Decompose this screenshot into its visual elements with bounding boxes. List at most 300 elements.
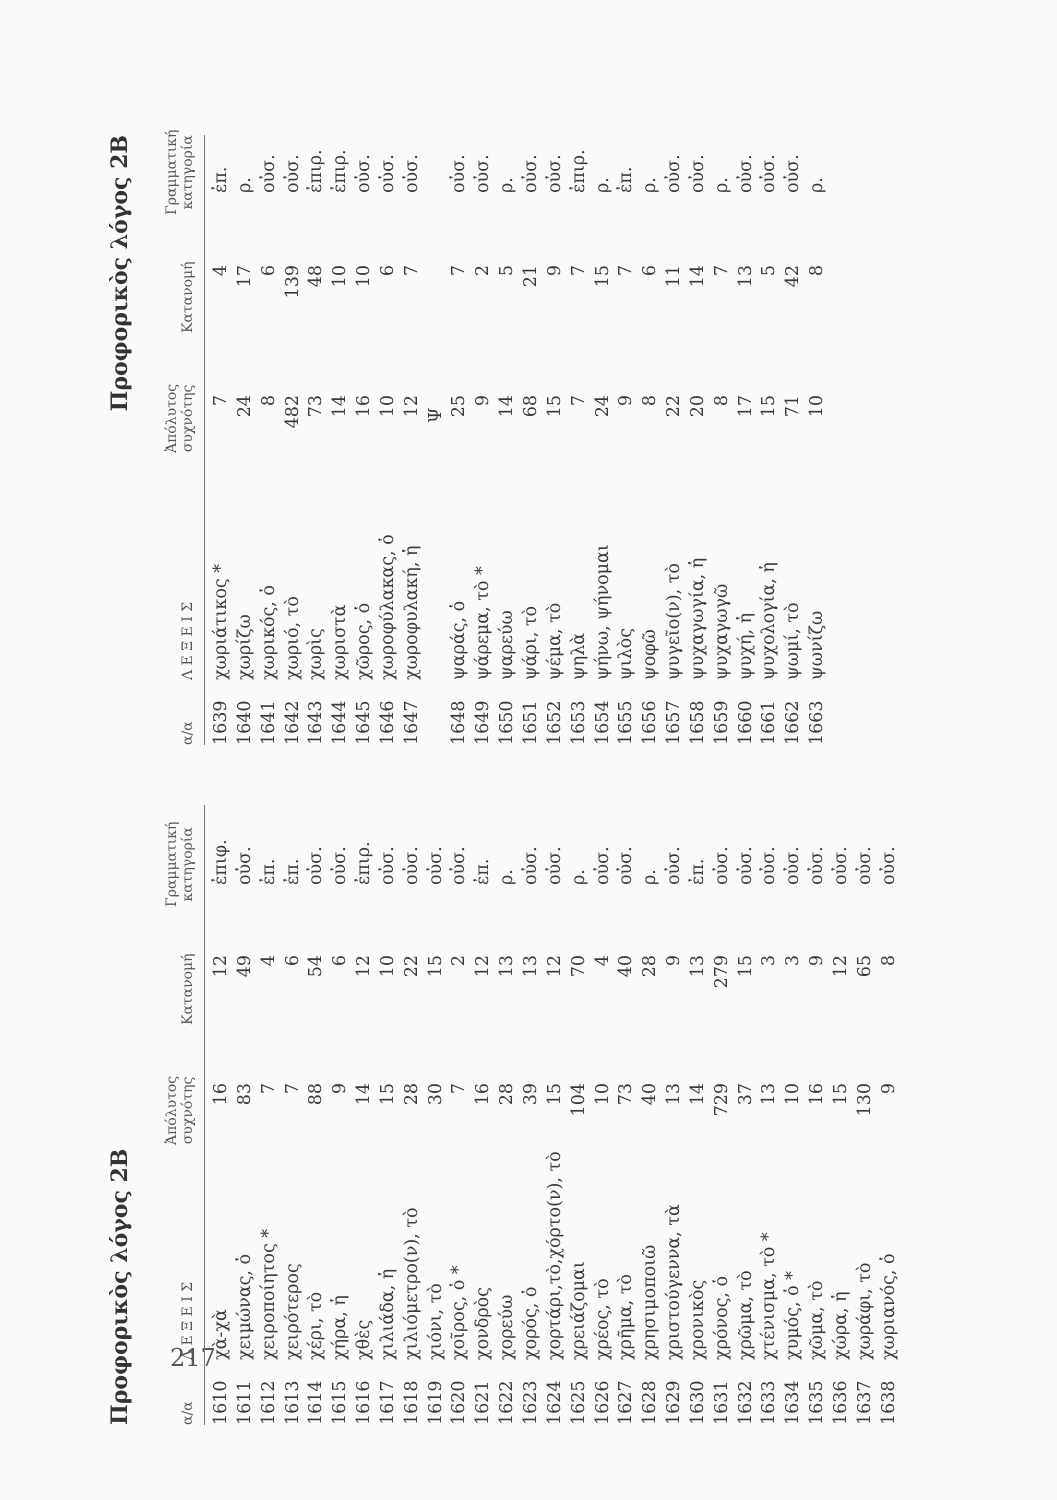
entry-absolute-frequency: 13 bbox=[664, 1083, 685, 1106]
entry-number: 1654 bbox=[592, 700, 613, 745]
entry-number: 1638 bbox=[878, 1380, 899, 1425]
entry-absolute-frequency: 15 bbox=[544, 395, 565, 418]
entry-word: ψηλὰ bbox=[568, 632, 589, 680]
entry-category: οὐσ. bbox=[377, 846, 398, 885]
entry-number: 1629 bbox=[664, 1380, 685, 1425]
entry-category: ρ. bbox=[807, 177, 828, 193]
entry-distribution: 15 bbox=[425, 955, 446, 978]
entry-word: ψήνω, ψήνομαι bbox=[592, 544, 613, 680]
table-row bbox=[735, 135, 759, 745]
entry-distribution: 12 bbox=[830, 955, 851, 978]
entry-distribution: 4 bbox=[592, 955, 613, 967]
entry-category: ἐπιρ. bbox=[306, 149, 327, 193]
table-row bbox=[711, 805, 735, 1425]
table-row bbox=[305, 805, 329, 1425]
entry-category: οὐσ. bbox=[354, 154, 375, 193]
entry-word: χῶρος, ὁ bbox=[354, 602, 375, 680]
table-row bbox=[472, 805, 496, 1425]
table-row bbox=[663, 135, 687, 745]
entry-category: ρ. bbox=[711, 177, 732, 193]
entry-number: 1628 bbox=[640, 1380, 661, 1425]
entry-distribution: 5 bbox=[759, 265, 780, 277]
table-row bbox=[663, 805, 687, 1425]
entry-absolute-frequency: 10 bbox=[783, 1083, 804, 1106]
entry-distribution: 5 bbox=[497, 265, 518, 277]
entry-distribution: 10 bbox=[330, 265, 351, 288]
entry-absolute-frequency: 16 bbox=[807, 1083, 828, 1106]
entry-number: 1639 bbox=[211, 700, 231, 745]
table-row bbox=[782, 135, 806, 745]
entry-absolute-frequency: 15 bbox=[544, 1083, 565, 1106]
entry-category: ἐπ. bbox=[616, 166, 637, 193]
entry-number: 1641 bbox=[258, 700, 279, 745]
entry-word: χρόνος, ὁ bbox=[711, 1275, 732, 1360]
entry-category: ρ. bbox=[592, 177, 613, 193]
entry-category: ἐπιρ. bbox=[330, 149, 351, 193]
entry-word: χορεύω bbox=[497, 1294, 518, 1360]
entry-word: χρέος, τὸ bbox=[592, 1278, 613, 1360]
table-row bbox=[592, 135, 616, 745]
entry-absolute-frequency: 15 bbox=[377, 1083, 398, 1106]
table-row bbox=[878, 805, 902, 1425]
header-absolute-line1: Ἀπόλυτος bbox=[164, 383, 180, 453]
table-row bbox=[520, 135, 544, 745]
entry-distribution: 54 bbox=[306, 955, 327, 978]
entry-distribution: 6 bbox=[330, 955, 351, 967]
header-absolute-frequency bbox=[164, 384, 196, 453]
header-absolute-frequency bbox=[164, 1076, 196, 1145]
entry-number: 1640 bbox=[234, 700, 255, 745]
entry-absolute-frequency: 8 bbox=[258, 395, 279, 407]
table-row bbox=[329, 135, 353, 745]
entry-category: οὐσ. bbox=[377, 154, 398, 193]
entry-absolute-frequency: 9 bbox=[330, 1083, 351, 1095]
entry-word: χυμός, ὁ * bbox=[783, 1271, 804, 1360]
entry-category: οὐσ. bbox=[830, 846, 851, 885]
entry-number: 1614 bbox=[306, 1380, 327, 1425]
entry-absolute-frequency: 104 bbox=[568, 1083, 589, 1117]
table-row bbox=[758, 135, 782, 745]
entry-word: χειρότερος bbox=[282, 1263, 303, 1360]
entry-absolute-frequency: 14 bbox=[687, 1083, 708, 1106]
entry-distribution: 22 bbox=[401, 955, 422, 978]
entry-absolute-frequency: 14 bbox=[354, 1083, 375, 1106]
entry-absolute-frequency: 10 bbox=[377, 395, 398, 418]
entry-number: 1633 bbox=[759, 1380, 780, 1425]
entry-word: χρειάζομαι bbox=[568, 1261, 589, 1360]
entry-absolute-frequency: 71 bbox=[783, 395, 804, 418]
entry-word: χέρι, τὸ bbox=[306, 1291, 327, 1360]
entry-distribution: 8 bbox=[878, 955, 899, 967]
entry-distribution: 6 bbox=[282, 955, 303, 967]
entry-absolute-frequency: 729 bbox=[711, 1083, 732, 1117]
entry-word: χονδρὸς bbox=[473, 1287, 494, 1360]
entry-distribution: 13 bbox=[520, 955, 541, 978]
entry-category: ἐπ. bbox=[687, 858, 708, 885]
entry-distribution: 49 bbox=[234, 955, 255, 978]
entry-word: χήρα, ἡ bbox=[330, 1295, 351, 1360]
entry-word: χτένισμα, τὸ * bbox=[759, 1232, 780, 1360]
entry-word: ψιλὸς bbox=[616, 627, 637, 680]
table-row bbox=[806, 135, 830, 745]
entry-distribution: 15 bbox=[592, 265, 613, 288]
entry-distribution: 21 bbox=[520, 265, 541, 288]
entry-number: 1634 bbox=[783, 1380, 804, 1425]
entry-category: οὐσ. bbox=[401, 846, 422, 885]
entry-number: 1653 bbox=[568, 700, 589, 745]
entry-category: ρ. bbox=[640, 177, 661, 193]
entry-absolute-frequency: 16 bbox=[354, 395, 375, 418]
table-row bbox=[258, 805, 282, 1425]
table-row bbox=[377, 805, 401, 1425]
entry-word: χώρα, ἡ bbox=[830, 1291, 851, 1360]
header-absolute-line2: συχνότης bbox=[180, 1076, 196, 1145]
entry-distribution: 9 bbox=[664, 955, 685, 967]
entry-distribution: 4 bbox=[258, 955, 279, 967]
table-row bbox=[234, 135, 258, 745]
entry-number: 1620 bbox=[449, 1380, 470, 1425]
entry-category: οὐσ. bbox=[783, 154, 804, 193]
entry-number: 1642 bbox=[282, 700, 303, 745]
entry-word: χειμώνας, ὁ bbox=[234, 1253, 255, 1360]
entry-category: ἐπ. bbox=[258, 858, 279, 885]
entry-absolute-frequency: 7 bbox=[449, 1083, 470, 1095]
table-row bbox=[639, 805, 663, 1425]
entry-category: ἐπιφ. bbox=[211, 839, 231, 885]
table-row bbox=[377, 135, 401, 745]
entry-word: ψυχαγωγία, ἡ bbox=[687, 557, 708, 680]
entry-word: χωροφύλακας, ὁ bbox=[377, 534, 398, 680]
entry-absolute-frequency: 39 bbox=[520, 1083, 541, 1106]
table-row bbox=[448, 805, 472, 1425]
entry-word: χωριό, τὸ bbox=[282, 596, 303, 680]
entry-category: οὐσ. bbox=[616, 846, 637, 885]
entry-category: ἐπιρ. bbox=[354, 841, 375, 885]
table-row bbox=[282, 805, 306, 1425]
entry-distribution: 13 bbox=[735, 265, 756, 288]
entry-category: ρ. bbox=[640, 869, 661, 885]
table-row bbox=[639, 135, 663, 745]
entry-absolute-frequency: 8 bbox=[640, 395, 661, 407]
entry-word: ψυγεῖο(ν), τὸ bbox=[664, 563, 685, 680]
entry-word: χιλιάδα, ἡ bbox=[377, 1268, 398, 1360]
entry-absolute-frequency: 482 bbox=[282, 395, 303, 429]
header-absolute-line1: Ἀπόλυτος bbox=[164, 1075, 180, 1145]
entry-absolute-frequency: 7 bbox=[211, 395, 231, 407]
entry-category: οὐσ. bbox=[664, 154, 685, 193]
entry-category: οὐσ. bbox=[520, 154, 541, 193]
entry-distribution: 12 bbox=[544, 955, 565, 978]
entry-category: οὐσ. bbox=[878, 846, 899, 885]
entry-distribution: 279 bbox=[711, 955, 732, 989]
entry-category: οὐσ. bbox=[330, 846, 351, 885]
entry-number: 1657 bbox=[664, 700, 685, 745]
entry-number: 1617 bbox=[377, 1380, 398, 1425]
entry-word: χωριστὰ bbox=[330, 604, 351, 680]
table-row bbox=[782, 805, 806, 1425]
entry-number: 1613 bbox=[282, 1380, 303, 1425]
entry-number: 1660 bbox=[735, 700, 756, 745]
entry-number: 1651 bbox=[520, 700, 541, 745]
entry-distribution: 2 bbox=[473, 265, 494, 277]
entry-distribution: 9 bbox=[544, 265, 565, 277]
entry-absolute-frequency: 8 bbox=[711, 395, 732, 407]
entry-number: 1648 bbox=[449, 700, 470, 745]
entry-category: ἐπιρ. bbox=[568, 149, 589, 193]
entry-number: 1631 bbox=[711, 1380, 732, 1425]
left-section-title: Προφορικὸς λόγος 2Β bbox=[107, 1148, 133, 1425]
header-distribution: Κατανομή bbox=[180, 953, 196, 1025]
entry-word: ψυχή, ἡ bbox=[735, 612, 756, 680]
entry-word: ψάρι, τὸ bbox=[520, 605, 541, 680]
entry-number: 1637 bbox=[854, 1380, 875, 1425]
entry-word: χωρίζω bbox=[234, 614, 255, 680]
entry-word: χθὲς bbox=[354, 1319, 375, 1360]
entry-distribution: 40 bbox=[616, 955, 637, 978]
table-row bbox=[329, 805, 353, 1425]
entry-category: οὐσ. bbox=[282, 154, 303, 193]
table-row bbox=[305, 135, 329, 745]
entry-absolute-frequency: 24 bbox=[592, 395, 613, 418]
entry-distribution: 12 bbox=[473, 955, 494, 978]
entry-category: ρ. bbox=[234, 177, 255, 193]
table-row bbox=[401, 805, 425, 1425]
entry-number: 1652 bbox=[544, 700, 565, 745]
entry-word: ψωνίζω bbox=[807, 610, 828, 680]
entry-absolute-frequency: 9 bbox=[473, 395, 494, 407]
entry-category: ρ. bbox=[497, 177, 518, 193]
entry-distribution: 6 bbox=[640, 265, 661, 277]
header-words: Λ Ε Ξ Ε Ι Σ bbox=[180, 601, 196, 680]
header-category-line1: Γραμματική bbox=[164, 821, 180, 907]
header-number: α/α bbox=[180, 721, 196, 745]
entry-distribution: 12 bbox=[354, 955, 375, 978]
entry-category: οὐσ. bbox=[401, 154, 422, 193]
entry-word: χρονικὸς bbox=[687, 1279, 708, 1360]
entry-number: 1659 bbox=[711, 700, 732, 745]
entry-number: 1645 bbox=[354, 700, 375, 745]
entry-word: χρῶμα, τὸ bbox=[735, 1270, 756, 1360]
entry-distribution: 17 bbox=[234, 265, 255, 288]
entry-distribution: 12 bbox=[211, 955, 231, 978]
table-row bbox=[830, 805, 854, 1425]
entry-category: ἐπ. bbox=[473, 858, 494, 885]
entry-word: χωρικός, ὁ bbox=[258, 585, 279, 680]
entry-absolute-frequency: 88 bbox=[306, 1083, 327, 1106]
entry-word: χωριανός, ὁ bbox=[878, 1253, 899, 1360]
header-number: α/α bbox=[180, 1401, 196, 1425]
entry-absolute-frequency: 30 bbox=[425, 1083, 446, 1106]
entry-absolute-frequency: 14 bbox=[330, 395, 351, 418]
table-row bbox=[592, 805, 616, 1425]
header-category-line1: Γραμματική bbox=[164, 129, 180, 215]
entry-absolute-frequency: 22 bbox=[664, 395, 685, 418]
entry-category: οὐσ. bbox=[449, 846, 470, 885]
header-grammatical-category bbox=[164, 130, 196, 215]
header-distribution: Κατανομή bbox=[180, 261, 196, 333]
entry-category: οὐσ. bbox=[544, 846, 565, 885]
table-row bbox=[711, 135, 735, 745]
entry-number: 1619 bbox=[425, 1380, 446, 1425]
entry-category: ἐπ. bbox=[282, 858, 303, 885]
entry-number: 1618 bbox=[401, 1380, 422, 1425]
entry-distribution: 7 bbox=[401, 265, 422, 277]
entry-absolute-frequency: 130 bbox=[854, 1083, 875, 1117]
entry-number: 1627 bbox=[616, 1380, 637, 1425]
entry-distribution: 10 bbox=[377, 955, 398, 978]
entry-category: οὐσ. bbox=[258, 154, 279, 193]
entry-distribution: 14 bbox=[687, 265, 708, 288]
table-row bbox=[544, 805, 568, 1425]
entry-distribution: 139 bbox=[282, 265, 303, 299]
entry-number: 1649 bbox=[473, 700, 494, 745]
entry-absolute-frequency: 40 bbox=[640, 1083, 661, 1106]
entry-distribution: 70 bbox=[568, 955, 589, 978]
entry-category: οὐσ. bbox=[544, 154, 565, 193]
entry-distribution: 7 bbox=[568, 265, 589, 277]
entry-number: 1630 bbox=[687, 1380, 708, 1425]
entry-absolute-frequency: 7 bbox=[282, 1083, 303, 1095]
header-category-line2: κατηγορία bbox=[180, 827, 196, 902]
table-row bbox=[615, 805, 639, 1425]
entry-number: 1663 bbox=[807, 700, 828, 745]
header-words: Λ Ε Ξ Ε Ι Σ bbox=[180, 1281, 196, 1360]
entry-absolute-frequency: 7 bbox=[258, 1083, 279, 1095]
table-row bbox=[258, 135, 282, 745]
entry-number: 1616 bbox=[354, 1380, 375, 1425]
entry-category: οὐσ. bbox=[854, 846, 875, 885]
entry-number: 1615 bbox=[330, 1380, 351, 1425]
entry-word: ψάρεμα, τὸ * bbox=[473, 566, 494, 680]
table-row bbox=[448, 135, 472, 745]
entry-absolute-frequency: 73 bbox=[616, 1083, 637, 1106]
entry-word: ψυχολογία, ἡ bbox=[759, 562, 780, 680]
entry-absolute-frequency: 9 bbox=[878, 1083, 899, 1095]
entry-category: οὐσ. bbox=[783, 846, 804, 885]
entry-distribution: 28 bbox=[640, 955, 661, 978]
entry-category: ρ. bbox=[568, 869, 589, 885]
entry-absolute-frequency: 24 bbox=[234, 395, 255, 418]
right-section-title: Προφορικὸς λόγος 2Β bbox=[107, 135, 133, 412]
entry-category: οὐσ. bbox=[759, 154, 780, 193]
entry-number: 1610 bbox=[211, 1380, 231, 1425]
entry-category: οὐσ. bbox=[449, 154, 470, 193]
entry-absolute-frequency: 13 bbox=[759, 1083, 780, 1106]
entry-category: οὐσ. bbox=[473, 154, 494, 193]
entry-distribution: 6 bbox=[377, 265, 398, 277]
table-row bbox=[496, 805, 520, 1425]
entry-absolute-frequency: 12 bbox=[401, 395, 422, 418]
table-row bbox=[210, 135, 234, 745]
entry-absolute-frequency: 28 bbox=[497, 1083, 518, 1106]
entry-word: χειροποίητος * bbox=[258, 1228, 279, 1360]
entry-number: 1644 bbox=[330, 700, 351, 745]
entry-distribution: 7 bbox=[711, 265, 732, 277]
entry-word: ψοφῶ bbox=[640, 629, 661, 680]
entry-distribution: 2 bbox=[449, 955, 470, 967]
entry-absolute-frequency: 10 bbox=[807, 395, 828, 418]
header-grammatical-category bbox=[164, 822, 196, 907]
right-table-header bbox=[140, 129, 205, 745]
entry-number: 1622 bbox=[497, 1380, 518, 1425]
table-row bbox=[687, 135, 711, 745]
table-row bbox=[353, 135, 377, 745]
right-rows-psi bbox=[448, 135, 830, 745]
table-row bbox=[520, 805, 544, 1425]
entry-number: 1655 bbox=[616, 700, 637, 745]
header-absolute-line2: συχνότης bbox=[180, 384, 196, 453]
entry-absolute-frequency: 37 bbox=[735, 1083, 756, 1106]
table-row bbox=[353, 805, 377, 1425]
entry-distribution: 8 bbox=[807, 265, 828, 277]
entry-absolute-frequency: 16 bbox=[473, 1083, 494, 1106]
left-table-header bbox=[140, 805, 205, 1425]
entry-number: 1621 bbox=[473, 1380, 494, 1425]
entry-number: 1626 bbox=[592, 1380, 613, 1425]
entry-category: οὐσ. bbox=[711, 846, 732, 885]
table-row bbox=[210, 805, 234, 1425]
header-category-line2: κατηγορία bbox=[180, 135, 196, 210]
table-row bbox=[854, 805, 878, 1425]
table-row bbox=[758, 805, 782, 1425]
entry-number: 1647 bbox=[401, 700, 422, 745]
entry-distribution: 10 bbox=[354, 265, 375, 288]
table-row bbox=[806, 805, 830, 1425]
entry-absolute-frequency: 17 bbox=[735, 395, 756, 418]
entry-absolute-frequency: 15 bbox=[759, 395, 780, 418]
entry-category: οὐσ. bbox=[425, 846, 446, 885]
entry-word: χὰ-χὰ bbox=[211, 1309, 231, 1360]
right-table-body bbox=[210, 135, 830, 745]
entry-category: οὐσ. bbox=[759, 846, 780, 885]
entry-category: οὐσ. bbox=[687, 154, 708, 193]
table-row bbox=[687, 805, 711, 1425]
entry-absolute-frequency: 9 bbox=[616, 395, 637, 407]
entry-absolute-frequency: 10 bbox=[592, 1083, 613, 1106]
entry-word: ψαράς, ὁ bbox=[449, 600, 470, 680]
entry-word: χορός, ὁ bbox=[520, 1286, 541, 1360]
entry-category: ρ. bbox=[497, 869, 518, 885]
entry-distribution: 7 bbox=[616, 265, 637, 277]
entry-number: 1624 bbox=[544, 1380, 565, 1425]
entry-word: χριστούγεννα, τὰ bbox=[664, 1204, 685, 1360]
entry-number: 1611 bbox=[234, 1380, 255, 1425]
entry-distribution: 7 bbox=[449, 265, 470, 277]
entry-number: 1625 bbox=[568, 1380, 589, 1425]
entry-distribution: 48 bbox=[306, 265, 327, 288]
entry-category: οὐσ. bbox=[807, 846, 828, 885]
table-row bbox=[401, 135, 425, 745]
entry-category: οὐσ. bbox=[735, 154, 756, 193]
entry-number: 1662 bbox=[783, 700, 804, 745]
entry-distribution: 6 bbox=[258, 265, 279, 277]
table-row bbox=[735, 805, 759, 1425]
entry-number: 1623 bbox=[520, 1380, 541, 1425]
table-row bbox=[282, 135, 306, 745]
entry-category: οὐσ. bbox=[735, 846, 756, 885]
entry-category: οὐσ. bbox=[664, 846, 685, 885]
entry-absolute-frequency: 20 bbox=[687, 395, 708, 418]
entry-number: 1643 bbox=[306, 700, 327, 745]
entry-absolute-frequency: 68 bbox=[520, 395, 541, 418]
entry-word: χωρὶς bbox=[306, 628, 327, 680]
entry-word: ψαρεύω bbox=[497, 610, 518, 680]
entry-distribution: 3 bbox=[783, 955, 804, 967]
table-row bbox=[568, 135, 592, 745]
page-number: 217 bbox=[170, 1344, 216, 1372]
entry-word: ψυχαγωγῶ bbox=[711, 583, 732, 680]
entry-category: οὐσ. bbox=[234, 846, 255, 885]
